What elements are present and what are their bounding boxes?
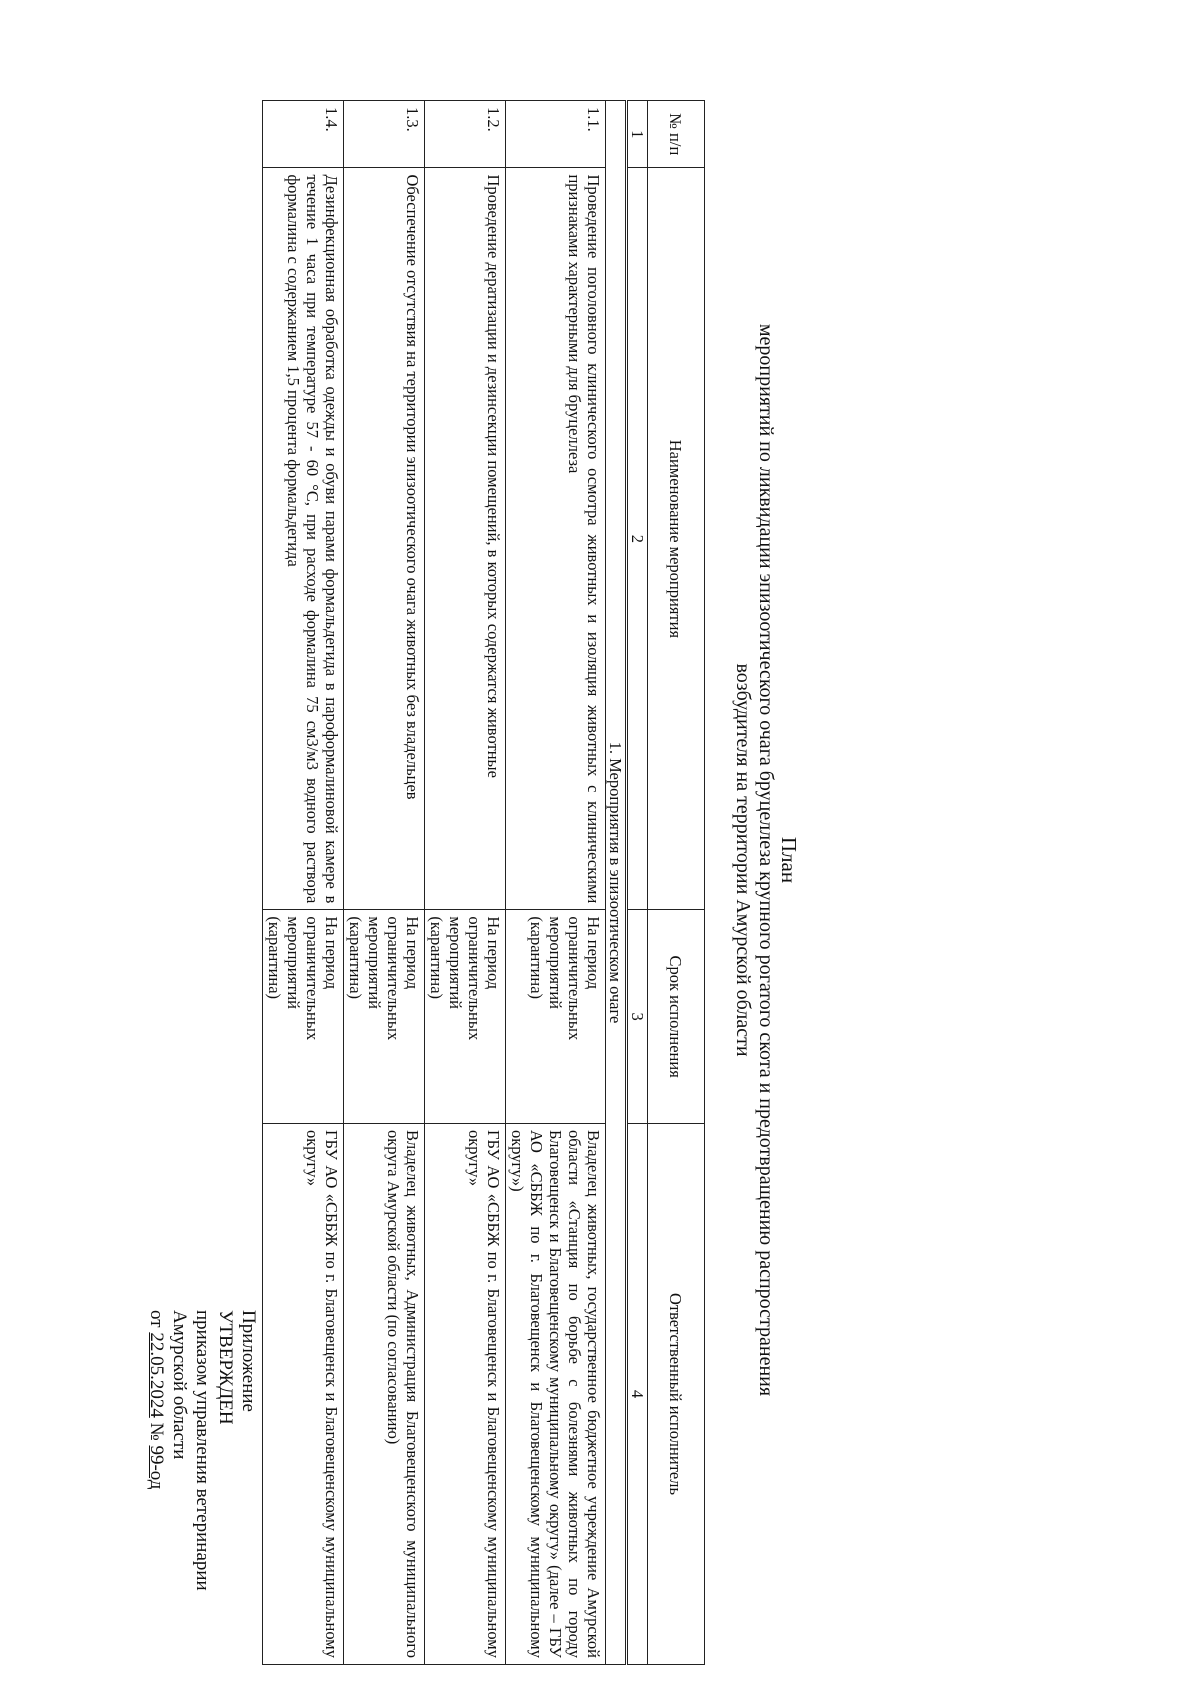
- row-term-line: мероприятий: [365, 916, 384, 1010]
- section-title: 1. Мероприятия в эпизоотическом очаге: [606, 101, 627, 1665]
- header-name: Наименование мероприятия: [648, 168, 705, 910]
- row-responsible: Владелец животных, государственное бюджетное учреждение Амурской области «Станция по борьбе с болезнями животных по городу Благовещенск и Благовещенскому муниципальному округу» (далее – ГБУ АО «СББЖ по г. Благовещенск и Благовещенскому муниципальному округу»): [506, 1123, 606, 1664]
- plan-table: [262, 100, 705, 1665]
- rotated-page: [146, 40, 1130, 1680]
- row-responsible: ГБУ АО «СББЖ по г. Благовещенск и Благовещенскому муниципальному округу»: [425, 1123, 506, 1664]
- row-term-line: (карантина): [265, 916, 284, 1000]
- row-term-line: (карантина): [346, 916, 365, 1000]
- approval-block: [145, 1310, 260, 1670]
- approval-no: №: [146, 1417, 167, 1446]
- column-number-4: 4: [627, 1123, 648, 1664]
- title-line-3: возбудителя на территории Амурской области: [732, 663, 754, 1057]
- header-responsible: Ответственный исполнитель: [648, 1123, 705, 1664]
- header-number: № п/п: [648, 101, 705, 168]
- column-number-row: [627, 101, 648, 1665]
- table-header-row: [648, 101, 705, 1665]
- row-term-line: На период: [403, 916, 422, 990]
- approval-approved: УТВЕРЖДЕН: [215, 1310, 236, 1425]
- title-line-2: мероприятий по ликвидации эпизоотического очага бруцеллеза крупного рогатого скота и предотвращению распространения: [755, 323, 777, 1397]
- section-row: [606, 101, 627, 1665]
- row-term-line: мероприятий: [546, 916, 565, 1010]
- column-number-3: 3: [627, 910, 648, 1124]
- row-number: 1.3.: [344, 101, 425, 168]
- row-term-line: (карантина): [527, 916, 546, 1000]
- row-term-line: ограничительных: [384, 916, 403, 1041]
- row-term-line: (карантина): [427, 916, 446, 1000]
- title-heading: План: [777, 836, 801, 884]
- table-row: [425, 101, 506, 1665]
- header-term: Срок исполнения: [648, 910, 705, 1124]
- table-row: [263, 101, 344, 1665]
- row-responsible: Владелец животных, Администрация Благовещенского муниципального округа Амурской области (по согласованию): [344, 1123, 425, 1664]
- approval-date-line: [145, 1310, 168, 1670]
- table-row: [344, 101, 425, 1665]
- row-term-line: мероприятий: [284, 916, 303, 1010]
- column-number-2: 2: [627, 168, 648, 910]
- row-term: [263, 910, 344, 1124]
- approval-date: 22.05.2024: [146, 1332, 167, 1418]
- row-responsible: ГБУ АО «СББЖ по г. Благовещенск и Благовещенскому муниципальному округу»: [263, 1123, 344, 1664]
- row-activity: Проведение дератизации и дезинсекции помещений, в которых содержатся животные: [425, 168, 506, 910]
- row-number: 1.1.: [506, 101, 606, 168]
- row-activity: Дезинфекционная обработка одежды и обуви парами формальдегида в пароформалиновой камере в течение 1 часа при температуре 57 - 60 °С, при расходе формалина 75 см3/м3 водного раствора формалина с содержанием 1,5 процента формальдегида: [263, 168, 344, 910]
- approval-appendix: Приложение: [238, 1310, 259, 1412]
- approval-number: 99-од: [146, 1445, 167, 1490]
- row-term-line: мероприятий: [446, 916, 465, 1010]
- row-term: [506, 910, 606, 1124]
- row-term-line: На период: [584, 916, 603, 990]
- approval-from: от: [146, 1310, 167, 1333]
- row-term-line: ограничительных: [465, 916, 484, 1041]
- approval-region: Амурской области: [169, 1310, 190, 1460]
- row-term-line: На период: [322, 916, 341, 990]
- column-number-1: 1: [627, 101, 648, 168]
- row-number: 1.4.: [263, 101, 344, 168]
- row-term-line: ограничительных: [565, 916, 584, 1041]
- row-term-line: На период: [484, 916, 503, 990]
- row-activity: Обеспечение отсутствия на территории эпизоотического очага животных без владельцев: [344, 168, 425, 910]
- row-activity: Проведение поголовного клинического осмотра животных и изоляция животных с клиническими признаками характерными для бруцеллеза: [506, 168, 606, 910]
- table-row: [506, 101, 606, 1665]
- document-title: [731, 40, 800, 1680]
- row-term: [344, 910, 425, 1124]
- row-term-line: ограничительных: [303, 916, 322, 1041]
- row-number: 1.2.: [425, 101, 506, 168]
- approval-order: приказом управления ветеринарии: [192, 1310, 213, 1591]
- row-term: [425, 910, 506, 1124]
